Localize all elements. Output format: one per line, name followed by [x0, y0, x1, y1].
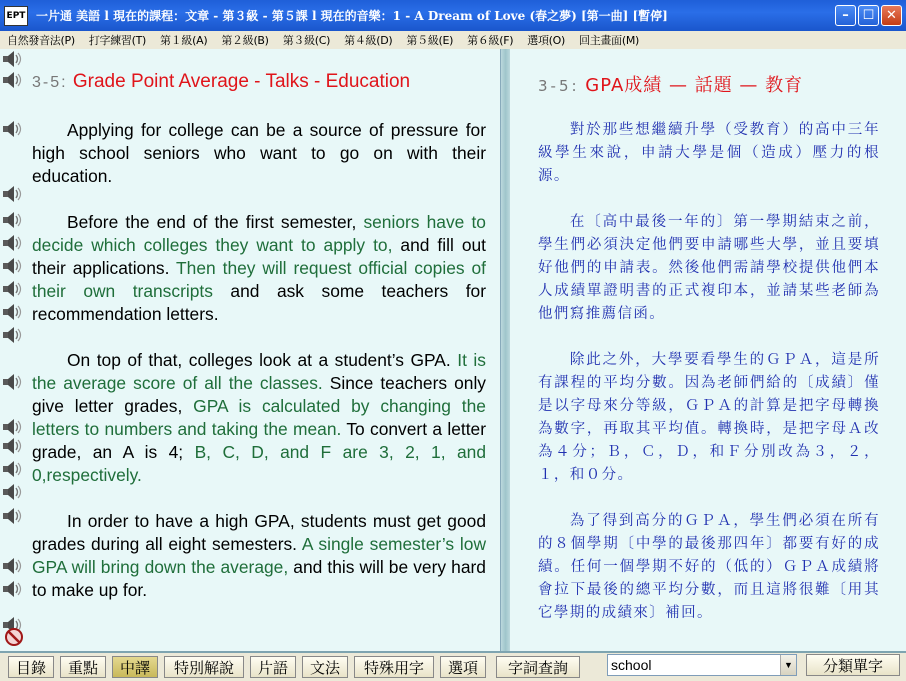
english-paragraph-4 [32, 510, 486, 602]
menu-phonics[interactable]: 自然發音法(P) [7, 34, 75, 47]
menu-level-6[interactable]: 第６級(F) [467, 34, 514, 47]
english-paragraph-1 [32, 119, 486, 188]
lesson-number-zh: 3-5: [538, 77, 580, 95]
english-paragraph-3 [32, 349, 486, 487]
speaker-icon[interactable] [2, 372, 24, 392]
speaker-icon[interactable] [2, 256, 24, 276]
sentence-text: In order to have a high GPA, students must get good grades during all eight semesters. [32, 511, 486, 554]
chinese-title: GPA成績 — 話題 — 教育 [585, 75, 804, 96]
chevron-down-icon[interactable]: ▼ [780, 655, 796, 675]
menu-level-3[interactable]: 第３級(C) [282, 34, 331, 47]
speaker-icon[interactable] [2, 579, 24, 599]
menu-level-2[interactable]: 第２級(B) [221, 34, 269, 47]
sentence-text: To convert a letter grade, an A is 4; [32, 419, 486, 462]
highlighted-phrase[interactable]: Then they will request official copies of their own transcripts [32, 258, 486, 301]
window-title: 一片通 美語 l 現在的課程：文章 - 第３級 - 第５課 l 現在的音樂：1 - A Dream of Love (春之夢) [第一曲] [暫停] [36, 9, 668, 23]
key-points-button[interactable]: 重點 [60, 656, 106, 678]
app-icon: EPT [4, 6, 28, 26]
category-words-button[interactable]: 分類單字 [806, 654, 900, 676]
chinese-paragraph-4: 為了得到高分的ＧＰＡ，學生們必須在所有的８個學期〔中學的最後那四年〕都要有好的成績。任何一個學期不好的（低的）ＧＰＡ成績將會拉下最後的總平均分數，而且這將很難〔用其它學期的成績來〕補回。 [538, 513, 880, 621]
speaker-icon[interactable] [2, 325, 24, 345]
menu-typing[interactable]: 打字練習(T) [88, 34, 147, 47]
menu-home[interactable]: 回主畫面(M) [579, 34, 640, 47]
highlighted-phrase[interactable]: B, C, D, and F are 3, 2, 1, and 0,respectively. [32, 442, 486, 485]
sentence-text: On top of that, colleges look at a student’s GPA. [67, 350, 458, 370]
dictionary-button[interactable]: 字詞查詢 [496, 656, 580, 678]
sentence-text: Since teachers only give letter grades, [32, 373, 487, 416]
menu-level-4[interactable]: 第４級(D) [344, 34, 393, 47]
speaker-icon[interactable] [2, 459, 24, 479]
english-paragraph-2 [32, 211, 486, 326]
highlighted-phrase[interactable]: GPA is calculated by changing the letters to numbers and taking the mean. [32, 396, 486, 439]
chinese-paragraph-1: 對於那些想繼續升學（受教育）的高中三年級學生來說，申請大學是個（造成）壓力的根源。 [538, 122, 880, 184]
menu-level-5[interactable]: 第５級(E) [406, 34, 454, 47]
speaker-icon[interactable] [2, 417, 24, 437]
lesson-number: 3-5: [32, 74, 68, 91]
chinese-pane [510, 49, 906, 651]
english-title: Grade Point Average - Talks - Education [72, 71, 411, 92]
speaker-icon[interactable] [2, 506, 24, 526]
chinese-paragraph-2: 在〔高中最後一年的〕第一學期結束之前，學生們必須決定他們要申請哪些大學，並且要填好他們的申請表。然後他們需請學校提供他們本人成績單證明書的正式複印本，並請某些老師為他們寫推薦信函。 [538, 214, 880, 322]
english-pane [0, 49, 500, 651]
pane-divider[interactable] [500, 49, 510, 651]
menu-options[interactable]: 選項(O) [527, 34, 566, 47]
speaker-icon[interactable] [2, 184, 24, 204]
speaker-icon[interactable] [2, 70, 24, 90]
speaker-icon[interactable] [2, 279, 24, 299]
highlighted-phrase[interactable]: seniors have to decide which colleges they want to apply to, [32, 212, 486, 255]
speaker-icon[interactable] [2, 482, 24, 502]
phrases-button[interactable]: 片語 [250, 656, 296, 678]
toc-button[interactable]: 目錄 [8, 656, 54, 678]
speaker-icon[interactable] [2, 49, 24, 69]
sentence-text: and this will be very hard to make up for. [32, 557, 486, 600]
stop-icon[interactable] [4, 627, 24, 647]
search-combo[interactable] [607, 654, 797, 676]
sentence-text: Applying for college can be a source of pressure for high school seniors who want to go on with their education. [32, 120, 486, 186]
chinese-paragraph-3: 除此之外，大學要看學生的ＧＰＡ，這是所有課程的平均分數。因為老師們給的〔成績〕僅是以字母來分等級，ＧＰＡ的計算是把字母轉換為數字，再取其平均值。轉換時，是把字母Ａ改為４分；Ｂ，Ｃ，Ｄ，和Ｆ分別改為３，２，１，和０分。 [538, 352, 880, 483]
highlighted-phrase[interactable]: It is the average score of all the classes. [32, 350, 486, 393]
speaker-icon[interactable] [2, 436, 24, 456]
english-heading [32, 71, 410, 93]
menu-level-1[interactable]: 第１級(A) [160, 34, 208, 47]
menu-bar [0, 31, 906, 49]
chinese-translation-button[interactable]: 中譯 [112, 656, 158, 678]
sentence-text: and ask some teachers for recommendation letters. [32, 281, 486, 324]
speaker-icon[interactable] [2, 556, 24, 576]
title-bar [0, 0, 906, 31]
sentence-text: Before the end of the first semester, [67, 212, 364, 232]
speaker-icon[interactable] [2, 233, 24, 253]
close-button[interactable]: ✕ [881, 5, 902, 26]
maximize-button[interactable]: ☐ [858, 5, 879, 26]
minimize-button[interactable]: – [835, 5, 856, 26]
options-button[interactable]: 選項 [440, 656, 486, 678]
special-notes-button[interactable]: 特別解說 [164, 656, 244, 678]
speaker-icon[interactable] [2, 302, 24, 322]
sentence-text: and fill out their applications. [32, 235, 487, 278]
speaker-icon[interactable] [2, 210, 24, 230]
search-input[interactable]: school [611, 657, 652, 673]
special-words-button[interactable]: 特殊用字 [354, 656, 434, 678]
highlighted-phrase[interactable]: A single semester’s low GPA will bring down the average, [32, 534, 486, 577]
grammar-button[interactable]: 文法 [302, 656, 348, 678]
chinese-heading [538, 71, 803, 97]
speaker-icon[interactable] [2, 119, 24, 139]
